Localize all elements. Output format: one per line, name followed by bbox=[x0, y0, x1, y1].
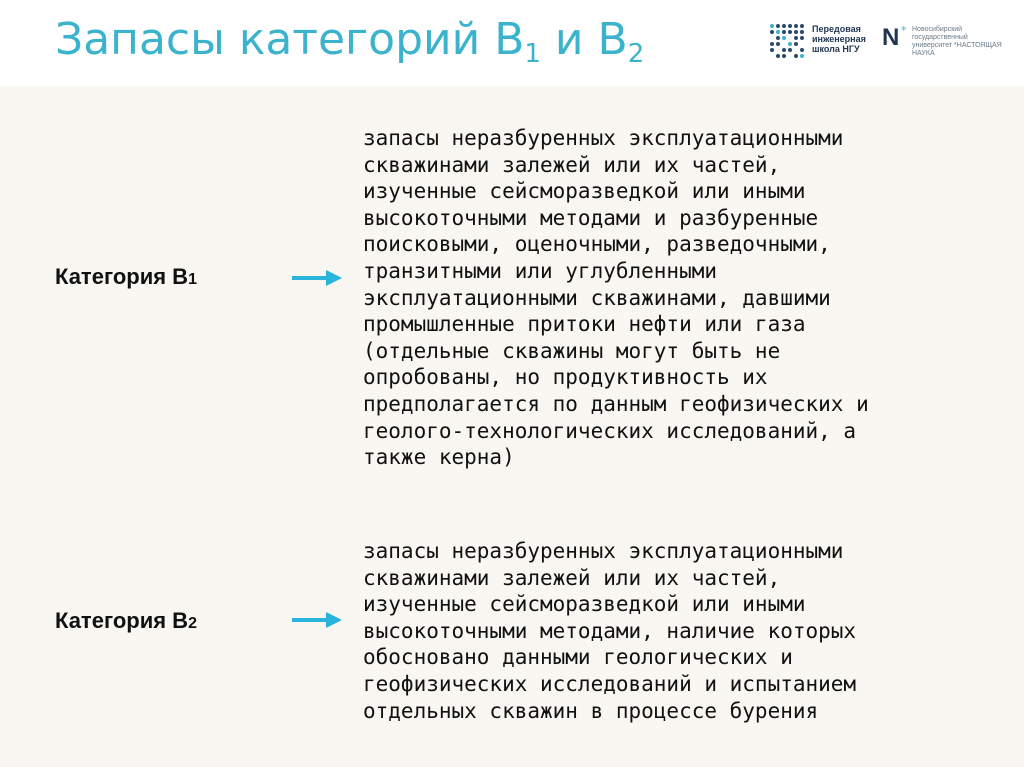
description-line: изученные сейсморазведкой или иными bbox=[363, 592, 806, 617]
description-line: промышленные притоки нефти или газа bbox=[363, 312, 806, 337]
ngu-logo-text: Новосибирский государственный университет *НАСТОЯЩАЯ НАУКА bbox=[912, 26, 1002, 57]
description-line: эксплуатационными скважинами, давшими bbox=[363, 285, 831, 310]
school-logo-icon bbox=[770, 24, 806, 60]
description-line: обосновано данными геологических и bbox=[363, 645, 793, 670]
logo-dot bbox=[794, 36, 798, 40]
slide-header bbox=[0, 0, 1024, 86]
description-line: высокоточными методами и разбуренные bbox=[363, 205, 819, 230]
logo-dot bbox=[782, 48, 786, 52]
description-line: опробованы, но продуктивность их bbox=[363, 365, 768, 390]
logo-dot bbox=[782, 36, 786, 40]
logo-dot bbox=[788, 24, 792, 28]
category-b1-description bbox=[363, 125, 869, 471]
category-b1-label: Категория B1 bbox=[55, 264, 197, 289]
school-logo-text: Передовая инженерная школа НГУ bbox=[812, 24, 866, 54]
description-line: запасы неразбуренных эксплуатационными bbox=[363, 539, 844, 563]
slide-title: Запасы категорий $B_1$ и $B_2$ bbox=[55, 14, 645, 69]
logo-dot bbox=[770, 30, 774, 34]
description-line: транзитными или углубленными bbox=[363, 258, 718, 283]
description-line: изученные сейсморазведкой или иными bbox=[363, 179, 806, 204]
logo-dot bbox=[788, 42, 792, 46]
description-line: отдельных скважин в процессе бурения bbox=[363, 698, 819, 723]
logo-dot bbox=[782, 54, 786, 58]
logo-dot bbox=[782, 24, 786, 28]
logo-dot bbox=[800, 54, 804, 58]
category-b2-label: Категория B2 bbox=[55, 608, 197, 633]
arrow-right-icon bbox=[292, 270, 342, 286]
logo-dot bbox=[800, 48, 804, 52]
description-line: запасы неразбуренных эксплуатационными bbox=[363, 126, 844, 150]
description-line: также керна) bbox=[363, 445, 515, 470]
logo-dot bbox=[794, 24, 798, 28]
description-line: высокоточными методами, наличие которых bbox=[363, 618, 857, 643]
partner-logos bbox=[770, 20, 1010, 64]
logo-dot bbox=[782, 30, 786, 34]
logo-dot bbox=[800, 36, 804, 40]
logo-dot bbox=[794, 30, 798, 34]
description-line: геолого-технологических исследований, а bbox=[363, 418, 857, 443]
logo-dot bbox=[776, 30, 780, 34]
description-line: поисковыми, оценочными, разведочными, bbox=[363, 232, 831, 257]
logo-dot bbox=[776, 54, 780, 58]
description-line: геофизических исследований и испытанием bbox=[363, 671, 857, 696]
category-b2-description bbox=[363, 538, 856, 724]
logo-dot bbox=[794, 42, 798, 46]
logo-dot bbox=[788, 48, 792, 52]
description-line: скважинами залежей или их частей, bbox=[363, 565, 781, 590]
ngu-logo-icon: N bbox=[882, 24, 900, 51]
logo-dot bbox=[800, 30, 804, 34]
description-line: (отдельные скважины могут быть не bbox=[363, 338, 781, 363]
logo-dot bbox=[776, 24, 780, 28]
logo-dot bbox=[770, 48, 774, 52]
arrow-right-icon bbox=[292, 612, 342, 628]
logo-dot bbox=[794, 54, 798, 58]
description-line: предполагается по данным геофизических и bbox=[363, 391, 869, 416]
logo-dot bbox=[776, 36, 780, 40]
logo-dot bbox=[770, 24, 774, 28]
logo-dot bbox=[788, 30, 792, 34]
description-line: скважинами залежей или их частей, bbox=[363, 152, 781, 177]
logo-dot bbox=[770, 42, 774, 46]
logo-dot bbox=[776, 42, 780, 46]
star-icon: * bbox=[901, 24, 907, 37]
logo-dot bbox=[800, 24, 804, 28]
